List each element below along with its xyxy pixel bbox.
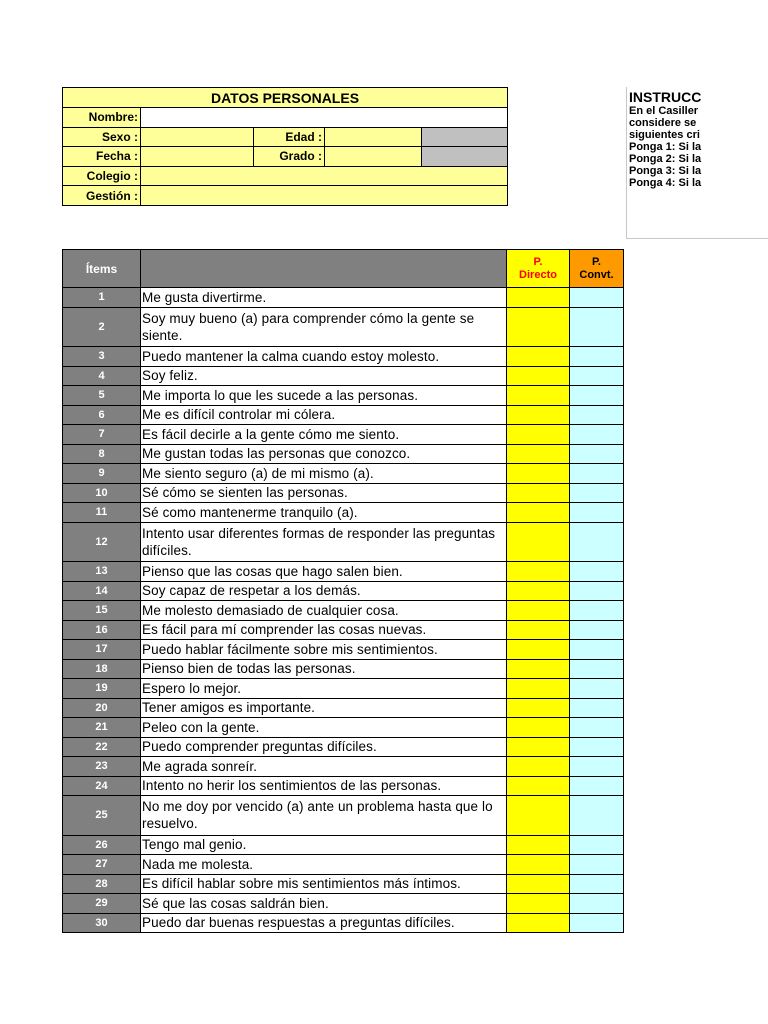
instructions-line: Ponga 1: Si la xyxy=(629,141,702,153)
p-convt-cell xyxy=(570,894,624,914)
table-row xyxy=(63,894,624,914)
item-statement: Me agrada sonreír. xyxy=(141,757,507,777)
item-number: 19 xyxy=(63,679,141,699)
p-directo-input-cell[interactable] xyxy=(507,835,570,855)
table-row xyxy=(63,659,624,679)
table-row xyxy=(63,855,624,875)
p-convt-cell xyxy=(570,874,624,894)
item-statement: Nada me molesta. xyxy=(141,855,507,875)
item-statement: Es fácil para mí comprender las cosas nuevas. xyxy=(141,620,507,640)
p-convt-cell xyxy=(570,522,624,562)
fecha-label: Fecha : xyxy=(63,147,141,167)
item-number: 20 xyxy=(63,698,141,718)
item-statement: Espero lo mejor. xyxy=(141,679,507,699)
p-convt-column-header xyxy=(570,250,624,288)
table-row xyxy=(63,601,624,621)
item-statement: Es fácil decirle a la gente cómo me siento. xyxy=(141,425,507,445)
item-number: 14 xyxy=(63,581,141,601)
nombre-field[interactable] xyxy=(141,108,508,128)
item-number: 29 xyxy=(63,894,141,914)
p-convt-cell xyxy=(570,503,624,523)
table-row xyxy=(63,874,624,894)
item-number: 23 xyxy=(63,757,141,777)
p-convt-cell xyxy=(570,347,624,367)
table-row xyxy=(63,307,624,347)
p-directo-input-cell[interactable] xyxy=(507,581,570,601)
gestion-field[interactable] xyxy=(141,186,508,206)
table-row xyxy=(63,464,624,484)
p-directo-input-cell[interactable] xyxy=(507,405,570,425)
table-row xyxy=(63,386,624,406)
p-directo-input-cell[interactable] xyxy=(507,718,570,738)
table-row xyxy=(63,425,624,445)
table-row xyxy=(63,737,624,757)
p-directo-input-cell[interactable] xyxy=(507,601,570,621)
item-number: 30 xyxy=(63,913,141,933)
table-row xyxy=(63,776,624,796)
p-convt-cell xyxy=(570,757,624,777)
p-directo-input-cell[interactable] xyxy=(507,620,570,640)
p-directo-input-cell[interactable] xyxy=(507,757,570,777)
item-number: 15 xyxy=(63,601,141,621)
sexo-label: Sexo : xyxy=(63,127,141,147)
table-row xyxy=(63,913,624,933)
p-directo-input-cell[interactable] xyxy=(507,366,570,386)
p-directo-input-cell[interactable] xyxy=(507,796,570,836)
items-column-header: Ítems xyxy=(63,250,141,288)
p-directo-input-cell[interactable] xyxy=(507,913,570,933)
p-convt-cell xyxy=(570,796,624,836)
table-row xyxy=(63,347,624,367)
table-row xyxy=(63,620,624,640)
item-number: 13 xyxy=(63,562,141,582)
item-statement: Es difícil hablar sobre mis sentimientos más íntimos. xyxy=(141,874,507,894)
instructions-heading: INSTRUCC xyxy=(629,89,702,105)
item-number: 21 xyxy=(63,718,141,738)
table-row xyxy=(63,718,624,738)
p-directo-input-cell[interactable] xyxy=(507,894,570,914)
item-statement: Pienso que las cosas que hago salen bien. xyxy=(141,562,507,582)
p-directo-header-line: P. xyxy=(533,255,543,268)
grado-label: Grado : xyxy=(254,147,325,167)
table-row xyxy=(63,444,624,464)
item-number: 22 xyxy=(63,737,141,757)
p-convt-cell xyxy=(570,679,624,699)
p-directo-input-cell[interactable] xyxy=(507,874,570,894)
table-row xyxy=(63,757,624,777)
p-directo-input-cell[interactable] xyxy=(507,640,570,660)
item-statement: Sé que las cosas saldrán bien. xyxy=(141,894,507,914)
item-statement: Puedo mantener la calma cuando estoy molesto. xyxy=(141,347,507,367)
p-directo-input-cell[interactable] xyxy=(507,288,570,308)
p-convt-cell xyxy=(570,835,624,855)
item-number: 3 xyxy=(63,347,141,367)
table-row xyxy=(63,483,624,503)
instructions-line: considere se xyxy=(629,117,697,129)
p-directo-input-cell[interactable] xyxy=(507,737,570,757)
colegio-label: Colegio : xyxy=(63,166,141,186)
gestion-label: Gestión : xyxy=(63,186,141,206)
edad-field[interactable] xyxy=(325,127,422,147)
item-statement: Sé cómo se sienten las personas. xyxy=(141,483,507,503)
instructions-box xyxy=(626,87,768,239)
table-row xyxy=(63,503,624,523)
item-statement: Puedo dar buenas respuestas a preguntas difíciles. xyxy=(141,913,507,933)
p-directo-input-cell[interactable] xyxy=(507,307,570,347)
item-number: 25 xyxy=(63,796,141,836)
p-convt-cell xyxy=(570,640,624,660)
p-directo-input-cell[interactable] xyxy=(507,386,570,406)
p-convt-cell xyxy=(570,913,624,933)
p-convt-cell xyxy=(570,464,624,484)
p-directo-input-cell[interactable] xyxy=(507,659,570,679)
p-convt-cell xyxy=(570,737,624,757)
statement-column-header xyxy=(141,250,507,288)
instructions-line: En el Casiller xyxy=(629,105,699,117)
item-number: 4 xyxy=(63,366,141,386)
p-directo-input-cell[interactable] xyxy=(507,464,570,484)
item-statement: Me gusta divertirme. xyxy=(141,288,507,308)
table-row xyxy=(63,366,624,386)
p-convt-cell xyxy=(570,601,624,621)
table-row xyxy=(63,679,624,699)
table-row xyxy=(63,581,624,601)
edad-label: Edad : xyxy=(254,127,325,147)
table-row xyxy=(63,835,624,855)
item-statement: No me doy por vencido (a) ante un problema hasta que lo resuelvo. xyxy=(141,796,507,836)
item-statement: Tengo mal genio. xyxy=(141,835,507,855)
item-statement: Sé como mantenerme tranquilo (a). xyxy=(141,503,507,523)
p-convt-cell xyxy=(570,855,624,875)
p-directo-input-cell[interactable] xyxy=(507,483,570,503)
p-convt-cell xyxy=(570,307,624,347)
item-number: 28 xyxy=(63,874,141,894)
item-number: 27 xyxy=(63,855,141,875)
p-convt-cell xyxy=(570,444,624,464)
item-statement: Tener amigos es importante. xyxy=(141,698,507,718)
sexo-field[interactable] xyxy=(141,127,254,147)
item-number: 26 xyxy=(63,835,141,855)
p-directo-input-cell[interactable] xyxy=(507,347,570,367)
p-directo-input-cell[interactable] xyxy=(507,855,570,875)
item-statement: Puedo comprender preguntas difíciles. xyxy=(141,737,507,757)
item-statement: Puedo hablar fácilmente sobre mis sentimientos. xyxy=(141,640,507,660)
item-statement: Me es difícil controlar mi cólera. xyxy=(141,405,507,425)
table-row xyxy=(63,698,624,718)
item-statement: Soy muy bueno (a) para comprender cómo la gente se siente. xyxy=(141,307,507,347)
item-number: 18 xyxy=(63,659,141,679)
table-row xyxy=(63,796,624,836)
item-statement: Peleo con la gente. xyxy=(141,718,507,738)
item-number: 11 xyxy=(63,503,141,523)
p-convt-cell xyxy=(570,483,624,503)
p-directo-column-header xyxy=(507,250,570,288)
p-convt-cell xyxy=(570,405,624,425)
item-number: 10 xyxy=(63,483,141,503)
personal-data-title: DATOS PERSONALES xyxy=(63,88,508,108)
item-number: 16 xyxy=(63,620,141,640)
p-convt-cell xyxy=(570,620,624,640)
p-convt-cell xyxy=(570,562,624,582)
personal-data-form xyxy=(62,87,508,206)
item-number: 8 xyxy=(63,444,141,464)
p-convt-cell xyxy=(570,425,624,445)
item-number: 6 xyxy=(63,405,141,425)
p-directo-input-cell[interactable] xyxy=(507,425,570,445)
item-number: 1 xyxy=(63,288,141,308)
table-row xyxy=(63,522,624,562)
item-number: 5 xyxy=(63,386,141,406)
edad-extra-cell[interactable] xyxy=(422,127,508,147)
item-number: 24 xyxy=(63,776,141,796)
p-convt-header-line: Convt. xyxy=(579,268,614,281)
p-convt-header-line: P. xyxy=(592,255,601,268)
p-directo-header-line: Directo xyxy=(519,268,557,281)
p-directo-input-cell[interactable] xyxy=(507,562,570,582)
instructions-line: Ponga 4: Si la xyxy=(629,177,702,189)
items-table xyxy=(62,249,624,933)
p-convt-cell xyxy=(570,288,624,308)
item-statement: Me siento seguro (a) de mi mismo (a). xyxy=(141,464,507,484)
item-number: 9 xyxy=(63,464,141,484)
p-convt-cell xyxy=(570,366,624,386)
nombre-label: Nombre: xyxy=(63,108,141,128)
instructions-line: Ponga 2: Si la xyxy=(629,153,702,165)
p-convt-cell xyxy=(570,386,624,406)
table-row xyxy=(63,405,624,425)
p-directo-input-cell[interactable] xyxy=(507,522,570,562)
fecha-field[interactable] xyxy=(141,147,254,167)
p-directo-input-cell[interactable] xyxy=(507,444,570,464)
item-statement: Pienso bien de todas las personas. xyxy=(141,659,507,679)
table-row xyxy=(63,640,624,660)
p-convt-cell xyxy=(570,659,624,679)
item-statement: Me importa lo que les sucede a las personas. xyxy=(141,386,507,406)
item-statement: Me molesto demasiado de cualquier cosa. xyxy=(141,601,507,621)
grado-field[interactable] xyxy=(325,147,422,167)
p-convt-cell xyxy=(570,718,624,738)
grado-extra-cell[interactable] xyxy=(422,147,508,167)
table-row xyxy=(63,562,624,582)
p-convt-cell xyxy=(570,581,624,601)
colegio-field[interactable] xyxy=(141,166,508,186)
p-convt-cell xyxy=(570,698,624,718)
p-directo-input-cell[interactable] xyxy=(507,698,570,718)
table-row xyxy=(63,288,624,308)
item-number: 12 xyxy=(63,522,141,562)
item-number: 7 xyxy=(63,425,141,445)
item-statement: Intento no herir los sentimientos de las personas. xyxy=(141,776,507,796)
item-statement: Intento usar diferentes formas de responder las preguntas difíciles. xyxy=(141,522,507,562)
p-directo-input-cell[interactable] xyxy=(507,679,570,699)
item-number: 17 xyxy=(63,640,141,660)
item-statement: Me gustan todas las personas que conozco. xyxy=(141,444,507,464)
p-convt-cell xyxy=(570,776,624,796)
item-statement: Soy feliz. xyxy=(141,366,507,386)
p-directo-input-cell[interactable] xyxy=(507,776,570,796)
item-statement: Soy capaz de respetar a los demás. xyxy=(141,581,507,601)
instructions-line: siguientes cri xyxy=(629,129,700,141)
p-directo-input-cell[interactable] xyxy=(507,503,570,523)
item-number: 2 xyxy=(63,307,141,347)
instructions-line: Ponga 3: Si la xyxy=(629,165,702,177)
